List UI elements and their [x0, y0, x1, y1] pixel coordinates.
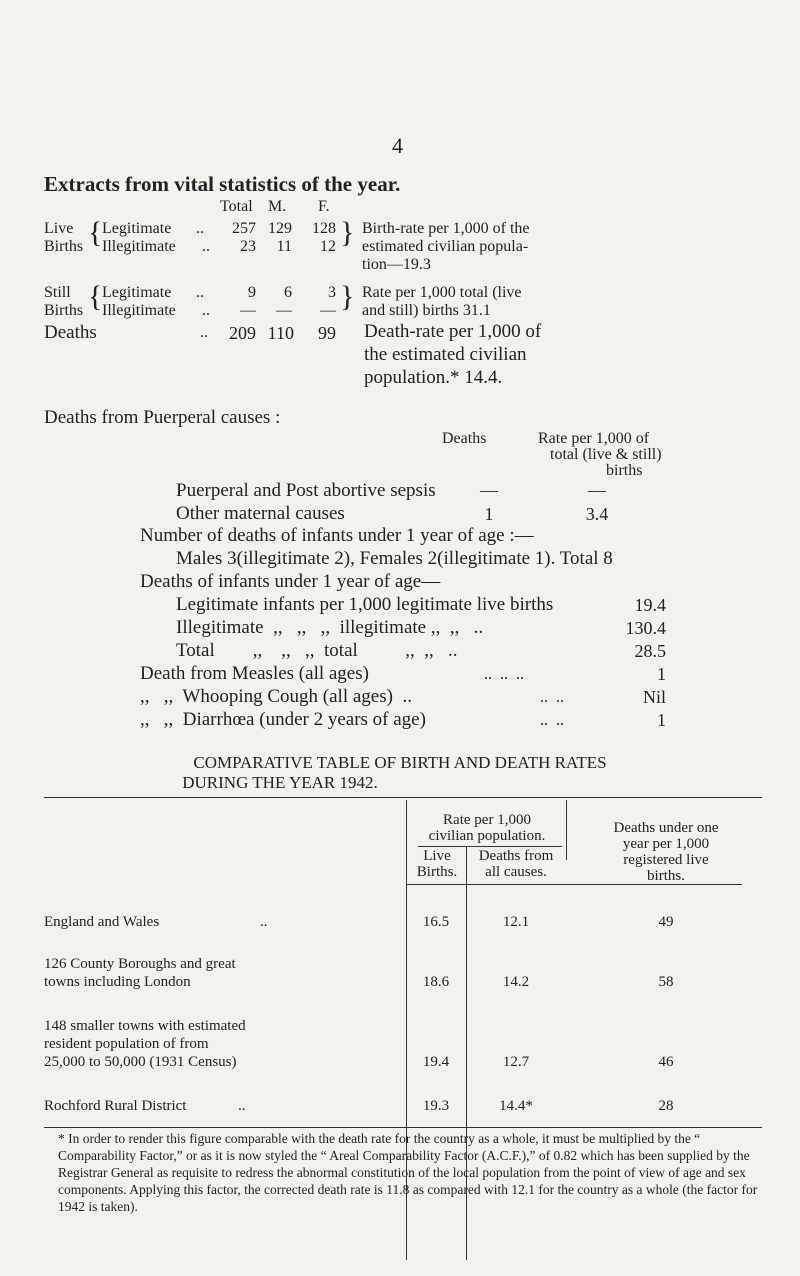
infant-rate-illegit-value: 130.4: [625, 618, 666, 638]
still-legit-dots: ..: [196, 284, 204, 301]
hdr-infant-1: Deaths under one: [613, 820, 719, 836]
measles-value: 1: [657, 664, 666, 684]
still-illegit-total: —: [240, 302, 256, 319]
live-births-right-brace: }: [340, 216, 355, 249]
live-illegit-m: 11: [276, 238, 292, 255]
deaths-dots: ..: [200, 324, 208, 341]
row-county-live: 18.6: [422, 974, 450, 990]
still-illegit-m: —: [276, 302, 292, 319]
live-illegit-f: 12: [320, 238, 336, 255]
col-total-header: Total: [220, 198, 253, 215]
live-illegit-dots: ..: [202, 238, 210, 255]
death-rate-note-3: population.* 14.4.: [364, 367, 503, 388]
still-legit-label: Legitimate: [102, 284, 172, 301]
puerperal-row-other-deaths: 1: [484, 504, 494, 524]
live-legit-f: 128: [312, 220, 336, 237]
hdr-rate-1: Rate per 1,000: [443, 812, 531, 828]
puerperal-col-rate-1: Rate per 1,000 of: [538, 430, 650, 447]
still-births-right-brace: }: [340, 280, 355, 313]
row-smaller-deaths: 12.7: [502, 1054, 530, 1070]
hdr-rate-rule: [418, 846, 562, 847]
row-smaller-label-1: 148 smaller towns with estimated: [44, 1018, 246, 1034]
infant-rate-legit-value: 19.4: [634, 595, 666, 615]
live-births-label-2: Births: [44, 238, 84, 255]
row-england-deaths: 12.1: [502, 914, 530, 930]
infant-rate-total-label: Total ,, ,, ,, total ,, ,, ..: [176, 640, 458, 661]
hdr-deaths-2: all causes.: [485, 864, 547, 880]
row-county-infant: 58: [658, 974, 674, 990]
live-illegit-label: Illegitimate: [102, 238, 176, 255]
still-births-label-2: Births: [44, 302, 84, 319]
still-legit-total: 9: [248, 284, 256, 301]
death-rate-note-2: the estimated civilian: [364, 344, 527, 365]
infant-rate-total-value: 28.5: [634, 641, 666, 661]
hdr-infant-3: registered live: [623, 852, 709, 868]
page-title: Extracts from vital statistics of the year.: [44, 172, 401, 196]
hdr-live-1: Live: [423, 848, 451, 864]
hdr-live-2: Births.: [416, 864, 458, 880]
live-legit-total: 257: [232, 220, 256, 237]
header-bottom-rule: [406, 884, 742, 885]
row-county-label-2: towns including London: [44, 974, 191, 990]
puerperal-col-rate-3: births: [606, 462, 643, 479]
col-f-header: F.: [318, 198, 330, 215]
comparative-title-1: COMPARATIVE TABLE OF BIRTH AND DEATH RATES: [193, 753, 607, 772]
row-county-deaths: 14.2: [502, 974, 530, 990]
still-illegit-label: Illegitimate: [102, 302, 176, 319]
live-legit-m: 129: [268, 220, 292, 237]
row-smaller-label-2: resident population of from: [44, 1036, 209, 1052]
infant-rate-illegit-label: Illegitimate ,, ,, ,, illegitimate ,, ,, ..: [176, 617, 484, 638]
birth-rate-note-1: Birth-rate per 1,000 of the: [362, 220, 530, 237]
row-rochford-infant: 28: [658, 1098, 674, 1114]
measles-dots: .. .. ..: [484, 666, 524, 683]
birth-rate-note-2: estimated civilian popula-: [362, 238, 529, 255]
whooping-label: ,, ,, Whooping Cough (all ages) ..: [140, 686, 412, 707]
row-england-dots: ..: [260, 914, 268, 930]
still-rate-note-1: Rate per 1,000 total (live: [362, 284, 522, 301]
row-smaller-live: 19.4: [422, 1054, 450, 1070]
infants-line-2: Males 3(illegitimate 2), Females 2(illegitimate 1). Total 8: [176, 548, 613, 569]
death-rate-note-1: Death-rate per 1,000 of: [364, 321, 542, 342]
row-smaller-infant: 46: [658, 1054, 674, 1070]
row-england-infant: 49: [658, 914, 674, 930]
live-illegit-total: 23: [240, 238, 256, 255]
puerperal-row-other-label: Other maternal causes: [176, 503, 345, 524]
measles-label: Death from Measles (all ages): [140, 663, 369, 684]
puerperal-row-sepsis-label: Puerperal and Post abortive sepsis: [176, 480, 436, 501]
hdr-infant-4: births.: [647, 868, 685, 884]
row-smaller-label-3: 25,000 to 50,000 (1931 Census): [44, 1054, 237, 1070]
live-births-label-1: Live: [44, 220, 74, 237]
puerperal-row-other-rate: 3.4: [585, 504, 609, 524]
infant-rate-legit-label: Legitimate infants per 1,000 legitimate live births: [176, 594, 554, 615]
hdr-infant-2: year per 1,000: [622, 836, 710, 852]
puerperal-heading: Deaths from Puerperal causes :: [44, 407, 281, 428]
infants-line-3: Deaths of infants under 1 year of age—: [140, 571, 441, 592]
still-legit-f: 3: [328, 284, 336, 301]
row-rochford-live: 19.3: [422, 1098, 450, 1114]
still-legit-m: 6: [284, 284, 292, 301]
puerperal-row-sepsis-rate: —: [588, 480, 606, 500]
hdr-rate-2: civilian population.: [428, 828, 546, 844]
hdr-deaths-1: Deaths from: [478, 848, 554, 864]
comparative-title-2: DURING THE YEAR 1942.: [182, 773, 378, 792]
row-rochford-dots: ..: [238, 1098, 246, 1114]
still-births-label-1: Still: [44, 284, 71, 301]
infants-line-1: Number of deaths of infants under 1 year of age :—: [140, 525, 534, 546]
still-illegit-dots: ..: [202, 302, 210, 319]
deaths-m: 110: [267, 323, 294, 343]
puerperal-col-rate-2: total (live & still): [550, 446, 662, 463]
col-m-header: M.: [268, 198, 287, 215]
diarrhoea-dots: .. ..: [540, 712, 564, 729]
still-illegit-f: —: [320, 302, 336, 319]
page-number: 4: [392, 133, 403, 158]
still-rate-note-2: and still) births 31.1: [362, 302, 491, 319]
live-legit-dots: ..: [196, 220, 204, 237]
deaths-label: Deaths: [44, 322, 97, 343]
live-births-brace: {: [88, 216, 103, 249]
live-legit-label: Legitimate: [102, 220, 172, 237]
row-rochford-label: Rochford Rural District: [44, 1098, 187, 1114]
table-top-rule: [44, 797, 762, 798]
puerperal-row-sepsis-deaths: —: [480, 480, 498, 500]
diarrhoea-label: ,, ,, Diarrhœa (under 2 years of age): [140, 709, 426, 730]
table-bottom-rule: [44, 1127, 762, 1128]
whooping-value: Nil: [642, 687, 666, 707]
puerperal-col-deaths: Deaths: [442, 430, 487, 447]
row-rochford-deaths: 14.4*: [499, 1098, 533, 1114]
row-county-label-1: 126 County Boroughs and great: [44, 956, 236, 972]
footnote: * In order to render this figure comparable with the death rate for the country as a whole, it must be multiplied by the “ Comparability Factor,” or as it is now styled the “ Areal Comparability Factor (A.C.F.),” of 0.82 which has been supplied by the Registrar General as requisite to redress the abnormal constitution of the local population from the point of view of age and sex components. Applying this factor, the corrected death rate is 11.8 as compared with 12.1 for the country as a whole (the factor for 1942 is taken).: [58, 1131, 758, 1214]
deaths-f: 99: [318, 323, 336, 343]
birth-rate-note-3: tion—19.3: [362, 256, 431, 273]
diarrhoea-value: 1: [657, 710, 666, 730]
deaths-total: 209: [229, 323, 256, 343]
row-england-live: 16.5: [422, 914, 450, 930]
row-england-label: England and Wales: [44, 914, 160, 930]
whooping-dots: .. ..: [540, 689, 564, 706]
still-births-brace: {: [88, 280, 103, 313]
